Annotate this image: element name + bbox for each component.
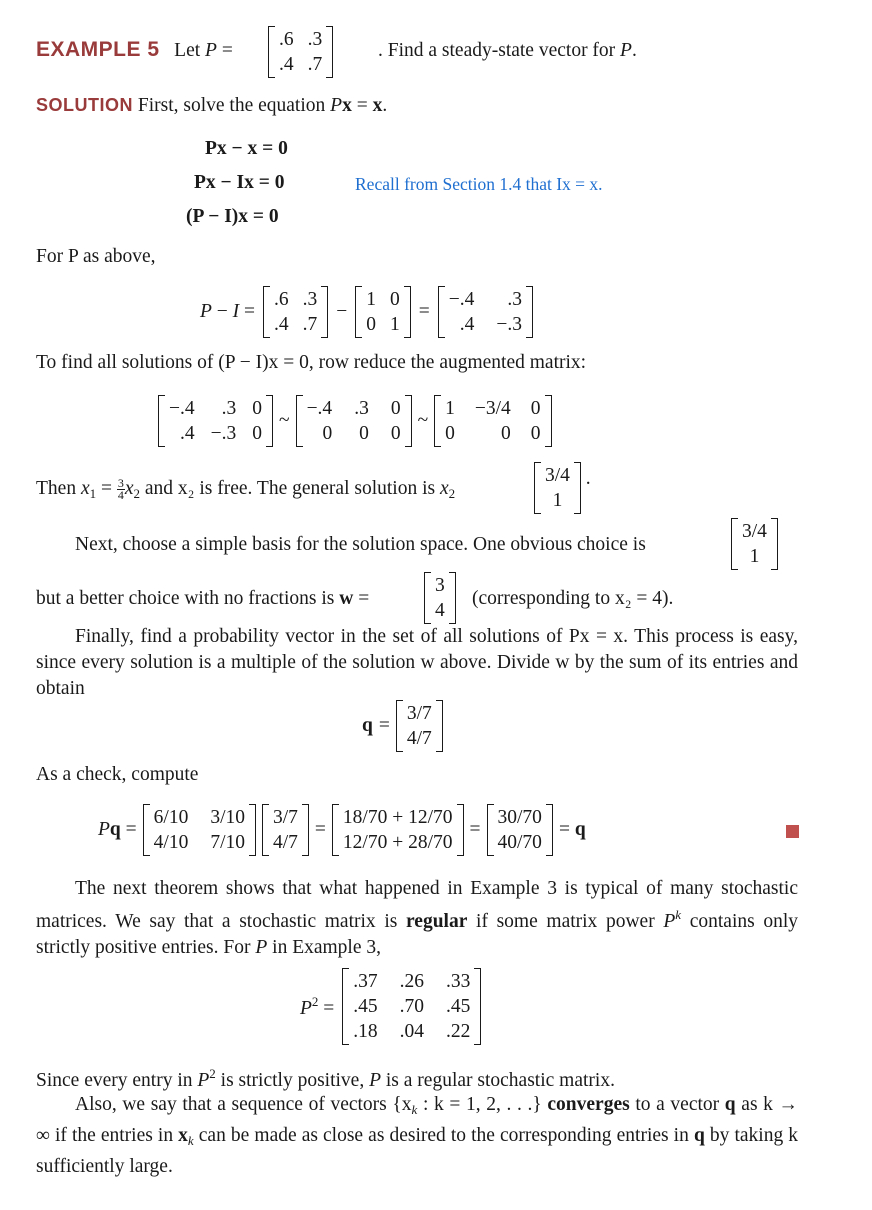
- better-choice-text: but a better choice with no fractions is w =: [36, 588, 370, 609]
- end-of-example-marker: [786, 825, 799, 838]
- for-p-text: For P as above,: [36, 246, 156, 267]
- equation-1: Px − x = 0: [205, 138, 288, 159]
- augmented-matrix-2: −.4 0 .3 0 0 0: [296, 395, 412, 447]
- check-text: As a check, compute: [36, 764, 199, 785]
- solution-line: SOLUTION First, solve the equation Px = x.: [36, 95, 388, 116]
- p-minus-i-equation: P − I = .6 .4 .3 .7 − 1 0 0 1 = −.4 .4 .3 −.3: [200, 286, 533, 338]
- matrix-Pq-P: 6/10 4/10 3/10 7/10: [143, 804, 256, 856]
- matrix-P-repeat: .6 .4 .3 .7: [263, 286, 328, 338]
- regular-conclusion: Since every entry in $P^2$ is strictly positive, P is a regular stochastic matrix.: [36, 1066, 615, 1091]
- matrix-identity: 1 0 0 1: [355, 286, 411, 338]
- matrix-P-minus-I: −.4 .4 .3 −.3: [438, 286, 533, 338]
- solution-intro: First, solve the equation: [137, 95, 326, 116]
- matrix-P: .6 .4 .3 .7: [268, 26, 333, 78]
- matrix-Pq-q: 3/7 4/7: [262, 804, 309, 856]
- find-steady-state-text: . Find a steady-state vector for P.: [378, 40, 637, 61]
- p-squared-equation: $P^2$ = .37 .45 .18 .26 .70 .04 .33 .45 .22: [300, 968, 481, 1045]
- augmented-matrix-3: 1 0 −3/4 0 0 0: [434, 395, 551, 447]
- matrix-P-squared: .37 .45 .18 .26 .70 .04 .33 .45 .22: [342, 968, 481, 1045]
- pq-check-equation: Pq = 6/10 4/10 3/10 7/10 3/7 4/7 = 18/70 + 12/70 12/70 + 28/70 = 30/70 40/70 = q: [98, 804, 586, 856]
- corresponding-text: (corresponding to x₂ = 4).: [472, 588, 674, 609]
- example-heading-line: EXAMPLE 5 Let P =: [36, 38, 233, 61]
- matrix-Pq-result: 30/70 40/70: [487, 804, 553, 856]
- equation-2: Px − Ix = 0: [194, 172, 285, 193]
- basis-text: Next, choose a simple basis for the solution space. One obvious choice is: [75, 534, 646, 555]
- theorem-paragraph: The next theorem shows that what happened in Example 3 is typical of many stochastic matrices. We say that a stochastic matrix is regular if some matrix power $P^k$ contains only strictly positive entries. For P in Example 3,: [36, 878, 799, 958]
- general-solution-vector: 3/4 1 .: [534, 462, 591, 514]
- augmented-matrix-1: −.4 .4 .3 −.3 0 0: [158, 395, 273, 447]
- example-label: EXAMPLE 5: [36, 38, 160, 61]
- general-solution-line: Then $x_1$ = $\frac{3}{4}$ $x_2$ and x₂ is free. The general solution is $x_2$: [36, 476, 456, 503]
- w-vector: 3 4: [424, 572, 456, 624]
- matrix-Pq-sum: 18/70 + 12/70 12/70 + 28/70: [332, 804, 464, 856]
- q-definition: q = 3/7 4/7: [362, 700, 443, 752]
- let-text: Let: [174, 40, 201, 61]
- row-reduce-text: To find all solutions of (P − I)x = 0, row reduce the augmented matrix:: [36, 352, 587, 373]
- augmented-reduction: −.4 .4 .3 −.3 0 0 ~ −.4 0 .3 0 0 0 ~ 1 0 −3/4 0 0 0: [158, 395, 552, 447]
- basis-vector: 3/4 1: [731, 518, 778, 570]
- finally-paragraph: Finally, find a probability vector in the set of all solutions of Px = x. This process is easy, since every solution is a multiple of the solution w above. Divide w by the sum of its entries and obtain: [36, 626, 798, 699]
- solution-label: SOLUTION: [36, 95, 133, 115]
- recall-note: Recall from Section 1.4 that Ix = x.: [355, 174, 603, 194]
- convergence-paragraph: Also, we say that a sequence of vectors {$x_k$ : k = 1, 2, . . .} converges to a vector q as k → ∞ if the entries in $x_k$ can be made as close as desired to the corresponding entries in q by taking k sufficiently large.: [36, 1094, 799, 1177]
- equation-3: (P − I)x = 0: [186, 206, 279, 227]
